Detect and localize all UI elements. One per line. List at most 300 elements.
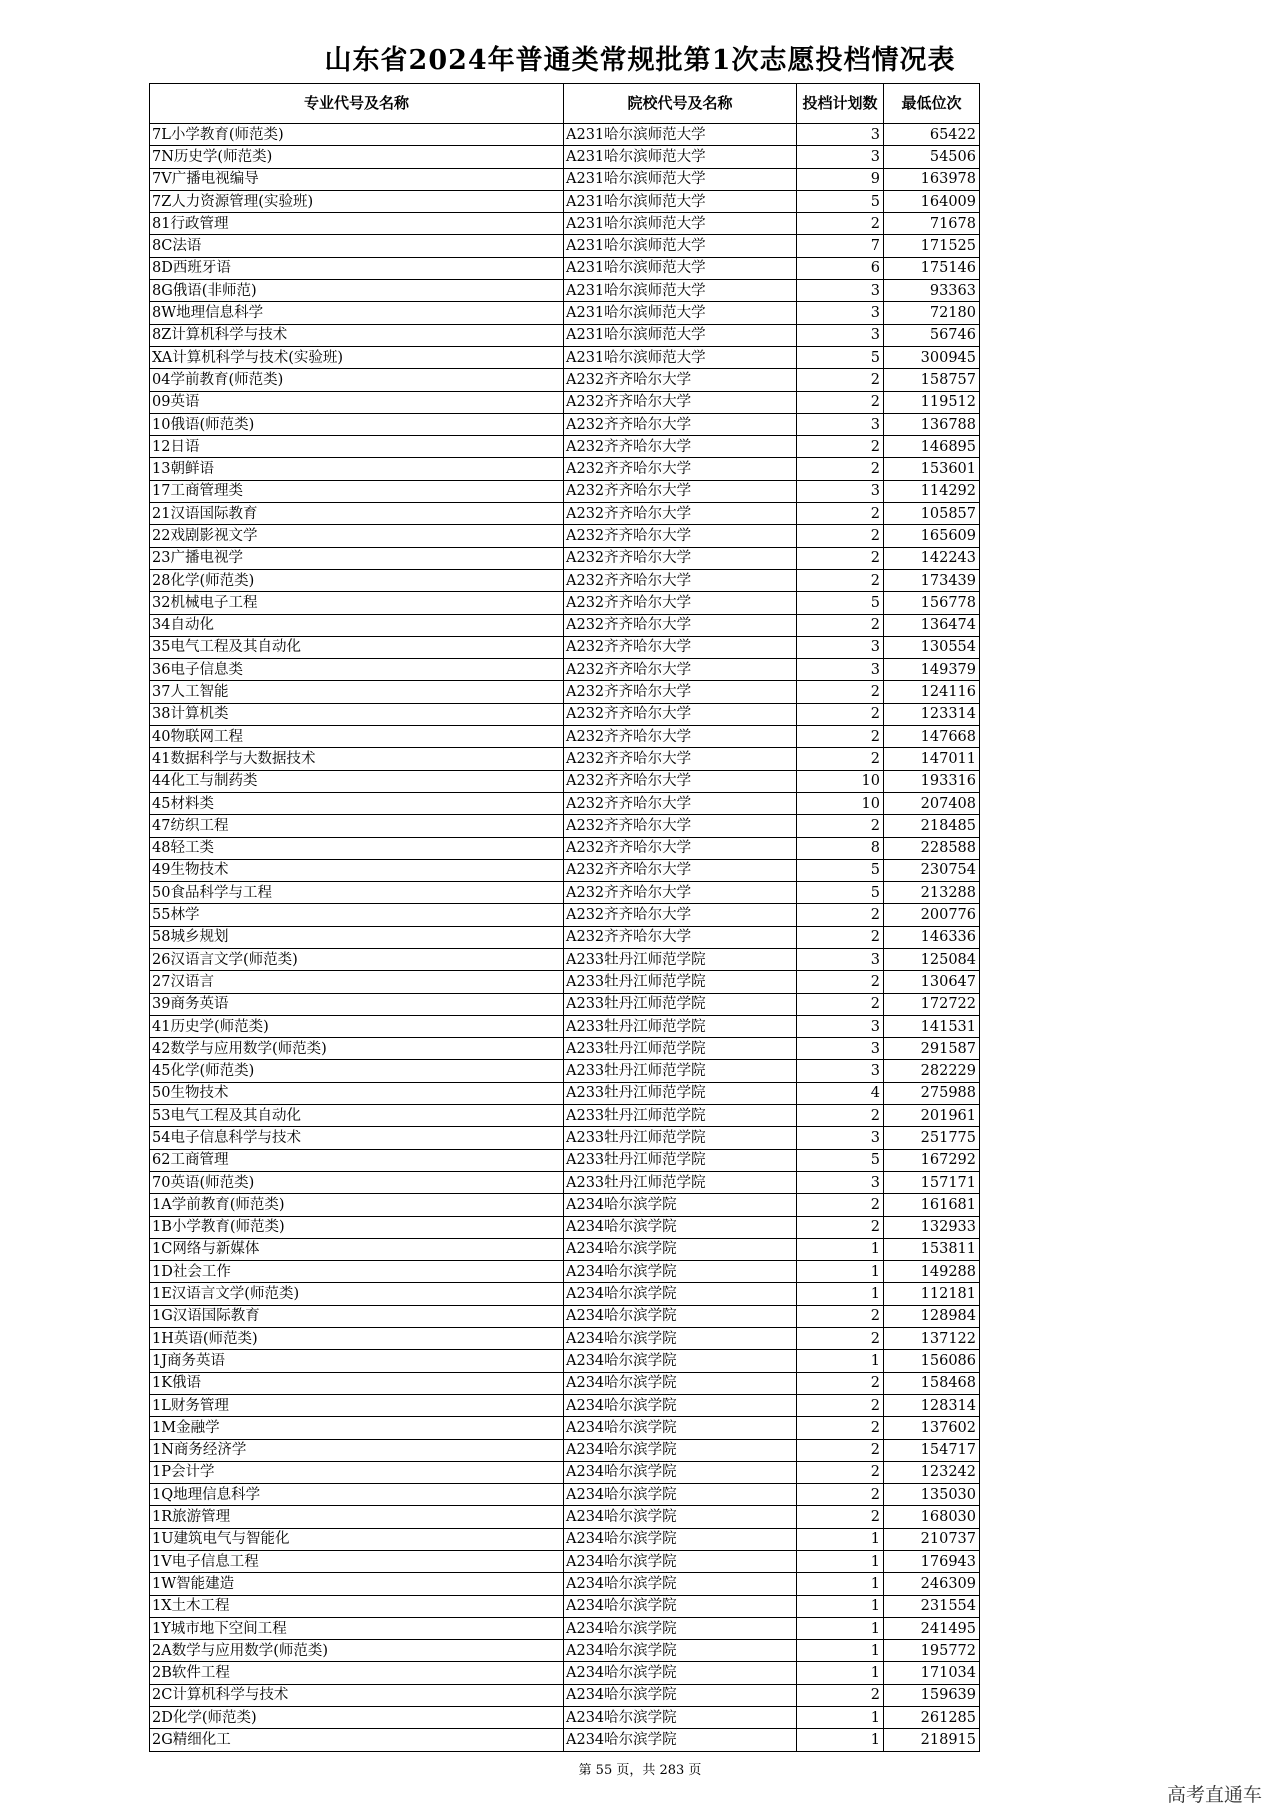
major-cell: 62工商管理 [150, 1149, 564, 1171]
school-cell: A232齐齐哈尔大学 [564, 815, 797, 837]
school-cell: A234哈尔滨学院 [564, 1283, 797, 1305]
school-cell: A232齐齐哈尔大学 [564, 569, 797, 591]
school-cell: A234哈尔滨学院 [564, 1595, 797, 1617]
major-cell: 10俄语(师范类) [150, 413, 564, 435]
major-cell: 50食品科学与工程 [150, 882, 564, 904]
rank-cell: 93363 [884, 280, 980, 302]
table-row [150, 1060, 980, 1082]
school-cell: A234哈尔滨学院 [564, 1551, 797, 1573]
school-cell: A234哈尔滨学院 [564, 1238, 797, 1260]
major-cell: 2G精细化工 [150, 1729, 564, 1751]
major-cell: 7L小学教育(师范类) [150, 124, 564, 146]
school-cell: A232齐齐哈尔大学 [564, 480, 797, 502]
rank-cell: 210737 [884, 1528, 980, 1550]
rank-cell: 167292 [884, 1149, 980, 1171]
major-cell: 32机械电子工程 [150, 592, 564, 614]
major-cell: 8Z计算机科学与技术 [150, 324, 564, 346]
plan-cell: 2 [797, 1394, 884, 1416]
school-cell: A233牡丹江师范学院 [564, 1171, 797, 1193]
plan-cell: 3 [797, 948, 884, 970]
major-cell: 37人工智能 [150, 681, 564, 703]
major-cell: 1V电子信息工程 [150, 1551, 564, 1573]
table-row [150, 525, 980, 547]
table-row [150, 1528, 980, 1550]
major-cell: 70英语(师范类) [150, 1171, 564, 1193]
plan-cell: 1 [797, 1261, 884, 1283]
watermark: 高考直通车 [1166, 1784, 1262, 1806]
rank-cell: 228588 [884, 837, 980, 859]
major-cell: 22戏剧影视文学 [150, 525, 564, 547]
school-cell: A232齐齐哈尔大学 [564, 859, 797, 881]
major-cell: 13朝鲜语 [150, 458, 564, 480]
table-row [150, 1506, 980, 1528]
major-cell: 1G汉语国际教育 [150, 1305, 564, 1327]
school-cell: A232齐齐哈尔大学 [564, 592, 797, 614]
table-row [150, 324, 980, 346]
major-cell: 7Z人力资源管理(实验班) [150, 190, 564, 212]
school-cell: A232齐齐哈尔大学 [564, 770, 797, 792]
plan-cell: 2 [797, 213, 884, 235]
rank-cell: 128984 [884, 1305, 980, 1327]
plan-cell: 1 [797, 1350, 884, 1372]
major-cell: 39商务英语 [150, 993, 564, 1015]
plan-cell: 1 [797, 1551, 884, 1573]
major-cell: 1H英语(师范类) [150, 1328, 564, 1350]
major-cell: 1B小学教育(师范类) [150, 1216, 564, 1238]
rank-cell: 291587 [884, 1038, 980, 1060]
rank-cell: 149288 [884, 1261, 980, 1283]
table-row [150, 1127, 980, 1149]
rank-cell: 154717 [884, 1439, 980, 1461]
school-cell: A234哈尔滨学院 [564, 1439, 797, 1461]
rank-cell: 130554 [884, 636, 980, 658]
major-cell: 1Q地理信息科学 [150, 1484, 564, 1506]
page-footer: 第 55 页，共 283 页 [578, 1763, 702, 1778]
rank-cell: 136788 [884, 413, 980, 435]
table-row [150, 1573, 980, 1595]
major-cell: 28化学(师范类) [150, 569, 564, 591]
plan-cell: 2 [797, 1328, 884, 1350]
plan-cell: 8 [797, 837, 884, 859]
table-row [150, 1372, 980, 1394]
plan-cell: 2 [797, 614, 884, 636]
major-cell: 50生物技术 [150, 1082, 564, 1104]
rank-cell: 172722 [884, 993, 980, 1015]
plan-cell: 2 [797, 1216, 884, 1238]
school-cell: A232齐齐哈尔大学 [564, 436, 797, 458]
table-header-row [150, 84, 980, 124]
table-row [150, 1484, 980, 1506]
school-cell: A231哈尔滨师范大学 [564, 213, 797, 235]
school-cell: A234哈尔滨学院 [564, 1617, 797, 1639]
table-row [150, 792, 980, 814]
rank-cell: 112181 [884, 1283, 980, 1305]
school-cell: A233牡丹江师范学院 [564, 948, 797, 970]
major-cell: 27汉语言 [150, 971, 564, 993]
major-cell: 09英语 [150, 391, 564, 413]
rank-cell: 136474 [884, 614, 980, 636]
school-cell: A233牡丹江师范学院 [564, 971, 797, 993]
table-row [150, 1595, 980, 1617]
rank-cell: 201961 [884, 1105, 980, 1127]
major-cell: 49生物技术 [150, 859, 564, 881]
plan-cell: 3 [797, 124, 884, 146]
plan-cell: 3 [797, 659, 884, 681]
major-cell: 04学前教育(师范类) [150, 369, 564, 391]
header-major: 专业代号及名称 [150, 84, 564, 124]
school-cell: A232齐齐哈尔大学 [564, 503, 797, 525]
school-cell: A234哈尔滨学院 [564, 1194, 797, 1216]
plan-cell: 5 [797, 882, 884, 904]
table-row [150, 1729, 980, 1751]
school-cell: A234哈尔滨学院 [564, 1729, 797, 1751]
school-cell: A233牡丹江师范学院 [564, 1149, 797, 1171]
major-cell: 45化学(师范类) [150, 1060, 564, 1082]
rank-cell: 193316 [884, 770, 980, 792]
plan-cell: 2 [797, 503, 884, 525]
school-cell: A234哈尔滨学院 [564, 1640, 797, 1662]
major-cell: 35电气工程及其自动化 [150, 636, 564, 658]
plan-cell: 2 [797, 1484, 884, 1506]
school-cell: A232齐齐哈尔大学 [564, 547, 797, 569]
page-title: 山东省2024年普通类常规批第1次志愿投档情况表 [324, 45, 956, 76]
table-row [150, 346, 980, 368]
rank-cell: 176943 [884, 1551, 980, 1573]
school-cell: A231哈尔滨师范大学 [564, 280, 797, 302]
school-cell: A232齐齐哈尔大学 [564, 792, 797, 814]
plan-cell: 2 [797, 993, 884, 1015]
rank-cell: 123242 [884, 1461, 980, 1483]
plan-cell: 2 [797, 703, 884, 725]
major-cell: 58城乡规划 [150, 926, 564, 948]
plan-cell: 2 [797, 569, 884, 591]
rank-cell: 159639 [884, 1684, 980, 1706]
rank-cell: 213288 [884, 882, 980, 904]
major-cell: 1W智能建造 [150, 1573, 564, 1595]
major-cell: 1N商务经济学 [150, 1439, 564, 1461]
table-row [150, 1439, 980, 1461]
plan-cell: 2 [797, 1372, 884, 1394]
table-row [150, 703, 980, 725]
major-cell: 54电子信息科学与技术 [150, 1127, 564, 1149]
school-cell: A232齐齐哈尔大学 [564, 926, 797, 948]
rank-cell: 65422 [884, 124, 980, 146]
rank-cell: 231554 [884, 1595, 980, 1617]
table-row [150, 882, 980, 904]
school-cell: A234哈尔滨学院 [564, 1261, 797, 1283]
table-row [150, 168, 980, 190]
table-row [150, 1305, 980, 1327]
plan-cell: 3 [797, 1060, 884, 1082]
table-row [150, 413, 980, 435]
plan-cell: 2 [797, 1461, 884, 1483]
major-cell: 7V广播电视编导 [150, 168, 564, 190]
major-cell: 1Y城市地下空间工程 [150, 1617, 564, 1639]
table-row [150, 190, 980, 212]
plan-cell: 5 [797, 190, 884, 212]
school-cell: A231哈尔滨师范大学 [564, 257, 797, 279]
plan-cell: 1 [797, 1640, 884, 1662]
table-row [150, 1149, 980, 1171]
major-cell: 8C法语 [150, 235, 564, 257]
table-row [150, 1038, 980, 1060]
school-cell: A232齐齐哈尔大学 [564, 726, 797, 748]
major-cell: 12日语 [150, 436, 564, 458]
school-cell: A232齐齐哈尔大学 [564, 391, 797, 413]
rank-cell: 246309 [884, 1573, 980, 1595]
table-row [150, 124, 980, 146]
major-cell: 7N历史学(师范类) [150, 146, 564, 168]
table-row [150, 770, 980, 792]
table-row [150, 436, 980, 458]
plan-cell: 2 [797, 1506, 884, 1528]
table-row [150, 681, 980, 703]
table-row [150, 614, 980, 636]
school-cell: A234哈尔滨学院 [564, 1328, 797, 1350]
rank-cell: 171525 [884, 235, 980, 257]
table-row [150, 1394, 980, 1416]
school-cell: A231哈尔滨师范大学 [564, 302, 797, 324]
table-row [150, 1015, 980, 1037]
school-cell: A234哈尔滨学院 [564, 1528, 797, 1550]
major-cell: 1P会计学 [150, 1461, 564, 1483]
plan-cell: 3 [797, 146, 884, 168]
school-cell: A232齐齐哈尔大学 [564, 882, 797, 904]
plan-cell: 2 [797, 436, 884, 458]
school-cell: A231哈尔滨师范大学 [564, 146, 797, 168]
rank-cell: 147668 [884, 726, 980, 748]
school-cell: A232齐齐哈尔大学 [564, 458, 797, 480]
major-cell: 2B软件工程 [150, 1662, 564, 1684]
plan-cell: 2 [797, 904, 884, 926]
table-row [150, 971, 980, 993]
school-cell: A234哈尔滨学院 [564, 1305, 797, 1327]
plan-cell: 3 [797, 302, 884, 324]
table-row [150, 569, 980, 591]
table-row [150, 726, 980, 748]
school-cell: A232齐齐哈尔大学 [564, 659, 797, 681]
table-row [150, 815, 980, 837]
rank-cell: 171034 [884, 1662, 980, 1684]
header-school: 院校代号及名称 [564, 84, 797, 124]
table-row [150, 1662, 980, 1684]
table-row [150, 1551, 980, 1573]
table-row [150, 1261, 980, 1283]
rank-cell: 300945 [884, 346, 980, 368]
rank-cell: 71678 [884, 213, 980, 235]
table-row [150, 993, 980, 1015]
plan-cell: 2 [797, 1305, 884, 1327]
plan-cell: 1 [797, 1573, 884, 1595]
school-cell: A232齐齐哈尔大学 [564, 904, 797, 926]
plan-cell: 2 [797, 458, 884, 480]
school-cell: A234哈尔滨学院 [564, 1573, 797, 1595]
rank-cell: 141531 [884, 1015, 980, 1037]
header-rank: 最低位次 [884, 84, 980, 124]
rank-cell: 164009 [884, 190, 980, 212]
plan-cell: 2 [797, 525, 884, 547]
table-row [150, 948, 980, 970]
rank-cell: 200776 [884, 904, 980, 926]
rank-cell: 156778 [884, 592, 980, 614]
major-cell: 2A数学与应用数学(师范类) [150, 1640, 564, 1662]
rank-cell: 146336 [884, 926, 980, 948]
rank-cell: 56746 [884, 324, 980, 346]
table-row [150, 1461, 980, 1483]
plan-cell: 6 [797, 257, 884, 279]
table-row [150, 369, 980, 391]
plan-cell: 1 [797, 1617, 884, 1639]
major-cell: 1R旅游管理 [150, 1506, 564, 1528]
plan-cell: 2 [797, 681, 884, 703]
plan-cell: 3 [797, 1127, 884, 1149]
rank-cell: 218915 [884, 1729, 980, 1751]
major-cell: 1X土木工程 [150, 1595, 564, 1617]
major-cell: 36电子信息类 [150, 659, 564, 681]
plan-cell: 10 [797, 792, 884, 814]
rank-cell: 54506 [884, 146, 980, 168]
school-cell: A231哈尔滨师范大学 [564, 235, 797, 257]
rank-cell: 128314 [884, 1394, 980, 1416]
plan-cell: 5 [797, 1149, 884, 1171]
table-row [150, 1238, 980, 1260]
plan-cell: 2 [797, 547, 884, 569]
school-cell: A233牡丹江师范学院 [564, 1105, 797, 1127]
school-cell: A234哈尔滨学院 [564, 1372, 797, 1394]
plan-cell: 2 [797, 1194, 884, 1216]
plan-cell: 2 [797, 1105, 884, 1127]
school-cell: A232齐齐哈尔大学 [564, 369, 797, 391]
major-cell: 8W地理信息科学 [150, 302, 564, 324]
major-cell: 41历史学(师范类) [150, 1015, 564, 1037]
plan-cell: 2 [797, 369, 884, 391]
school-cell: A232齐齐哈尔大学 [564, 614, 797, 636]
table-row [150, 1194, 980, 1216]
school-cell: A232齐齐哈尔大学 [564, 413, 797, 435]
table-row [150, 636, 980, 658]
rank-cell: 156086 [884, 1350, 980, 1372]
major-cell: 1L财务管理 [150, 1394, 564, 1416]
plan-cell: 3 [797, 280, 884, 302]
rank-cell: 163978 [884, 168, 980, 190]
major-cell: 1M金融学 [150, 1417, 564, 1439]
table-row [150, 302, 980, 324]
major-cell: 21汉语国际教育 [150, 503, 564, 525]
rank-cell: 142243 [884, 547, 980, 569]
major-cell: 42数学与应用数学(师范类) [150, 1038, 564, 1060]
school-cell: A231哈尔滨师范大学 [564, 324, 797, 346]
header-plan: 投档计划数 [797, 84, 884, 124]
major-cell: 45材料类 [150, 792, 564, 814]
rank-cell: 165609 [884, 525, 980, 547]
school-cell: A234哈尔滨学院 [564, 1684, 797, 1706]
rank-cell: 158757 [884, 369, 980, 391]
table-row [150, 1283, 980, 1305]
table-row [150, 592, 980, 614]
plan-cell: 2 [797, 391, 884, 413]
major-cell: 34自动化 [150, 614, 564, 636]
table-row [150, 1417, 980, 1439]
rank-cell: 195772 [884, 1640, 980, 1662]
table-row [150, 1640, 980, 1662]
major-cell: 23广播电视学 [150, 547, 564, 569]
school-cell: A234哈尔滨学院 [564, 1707, 797, 1729]
plan-cell: 3 [797, 324, 884, 346]
plan-cell: 3 [797, 1038, 884, 1060]
plan-cell: 1 [797, 1595, 884, 1617]
rank-cell: 137122 [884, 1328, 980, 1350]
major-cell: 55林学 [150, 904, 564, 926]
plan-cell: 2 [797, 971, 884, 993]
table-row [150, 904, 980, 926]
plan-cell: 2 [797, 1417, 884, 1439]
table-row [150, 1707, 980, 1729]
plan-cell: 1 [797, 1283, 884, 1305]
table-row [150, 235, 980, 257]
plan-cell: 1 [797, 1528, 884, 1550]
plan-cell: 2 [797, 926, 884, 948]
school-cell: A232齐齐哈尔大学 [564, 525, 797, 547]
plan-cell: 1 [797, 1662, 884, 1684]
table-row [150, 503, 980, 525]
table-row [150, 748, 980, 770]
plan-cell: 10 [797, 770, 884, 792]
table-row [150, 859, 980, 881]
major-cell: 53电气工程及其自动化 [150, 1105, 564, 1127]
school-cell: A233牡丹江师范学院 [564, 1015, 797, 1037]
rank-cell: 261285 [884, 1707, 980, 1729]
plan-cell: 1 [797, 1707, 884, 1729]
plan-cell: 2 [797, 726, 884, 748]
admission-table [149, 83, 980, 1752]
school-cell: A233牡丹江师范学院 [564, 1038, 797, 1060]
rank-cell: 123314 [884, 703, 980, 725]
plan-cell: 4 [797, 1082, 884, 1104]
major-cell: 40物联网工程 [150, 726, 564, 748]
rank-cell: 105857 [884, 503, 980, 525]
major-cell: 2C计算机科学与技术 [150, 1684, 564, 1706]
school-cell: A232齐齐哈尔大学 [564, 703, 797, 725]
rank-cell: 124116 [884, 681, 980, 703]
school-cell: A234哈尔滨学院 [564, 1394, 797, 1416]
rank-cell: 147011 [884, 748, 980, 770]
table-row [150, 1216, 980, 1238]
table-row [150, 257, 980, 279]
rank-cell: 157171 [884, 1171, 980, 1193]
rank-cell: 168030 [884, 1506, 980, 1528]
rank-cell: 175146 [884, 257, 980, 279]
school-cell: A234哈尔滨学院 [564, 1417, 797, 1439]
school-cell: A231哈尔滨师范大学 [564, 168, 797, 190]
plan-cell: 3 [797, 1171, 884, 1193]
school-cell: A233牡丹江师范学院 [564, 1127, 797, 1149]
rank-cell: 125084 [884, 948, 980, 970]
school-cell: A231哈尔滨师范大学 [564, 346, 797, 368]
plan-cell: 2 [797, 1684, 884, 1706]
table-row [150, 391, 980, 413]
plan-cell: 2 [797, 748, 884, 770]
major-cell: 48轻工类 [150, 837, 564, 859]
major-cell: 1U建筑电气与智能化 [150, 1528, 564, 1550]
rank-cell: 207408 [884, 792, 980, 814]
plan-cell: 3 [797, 636, 884, 658]
rank-cell: 218485 [884, 815, 980, 837]
table-row [150, 1684, 980, 1706]
major-cell: 1J商务英语 [150, 1350, 564, 1372]
plan-cell: 1 [797, 1238, 884, 1260]
rank-cell: 241495 [884, 1617, 980, 1639]
rank-cell: 130647 [884, 971, 980, 993]
